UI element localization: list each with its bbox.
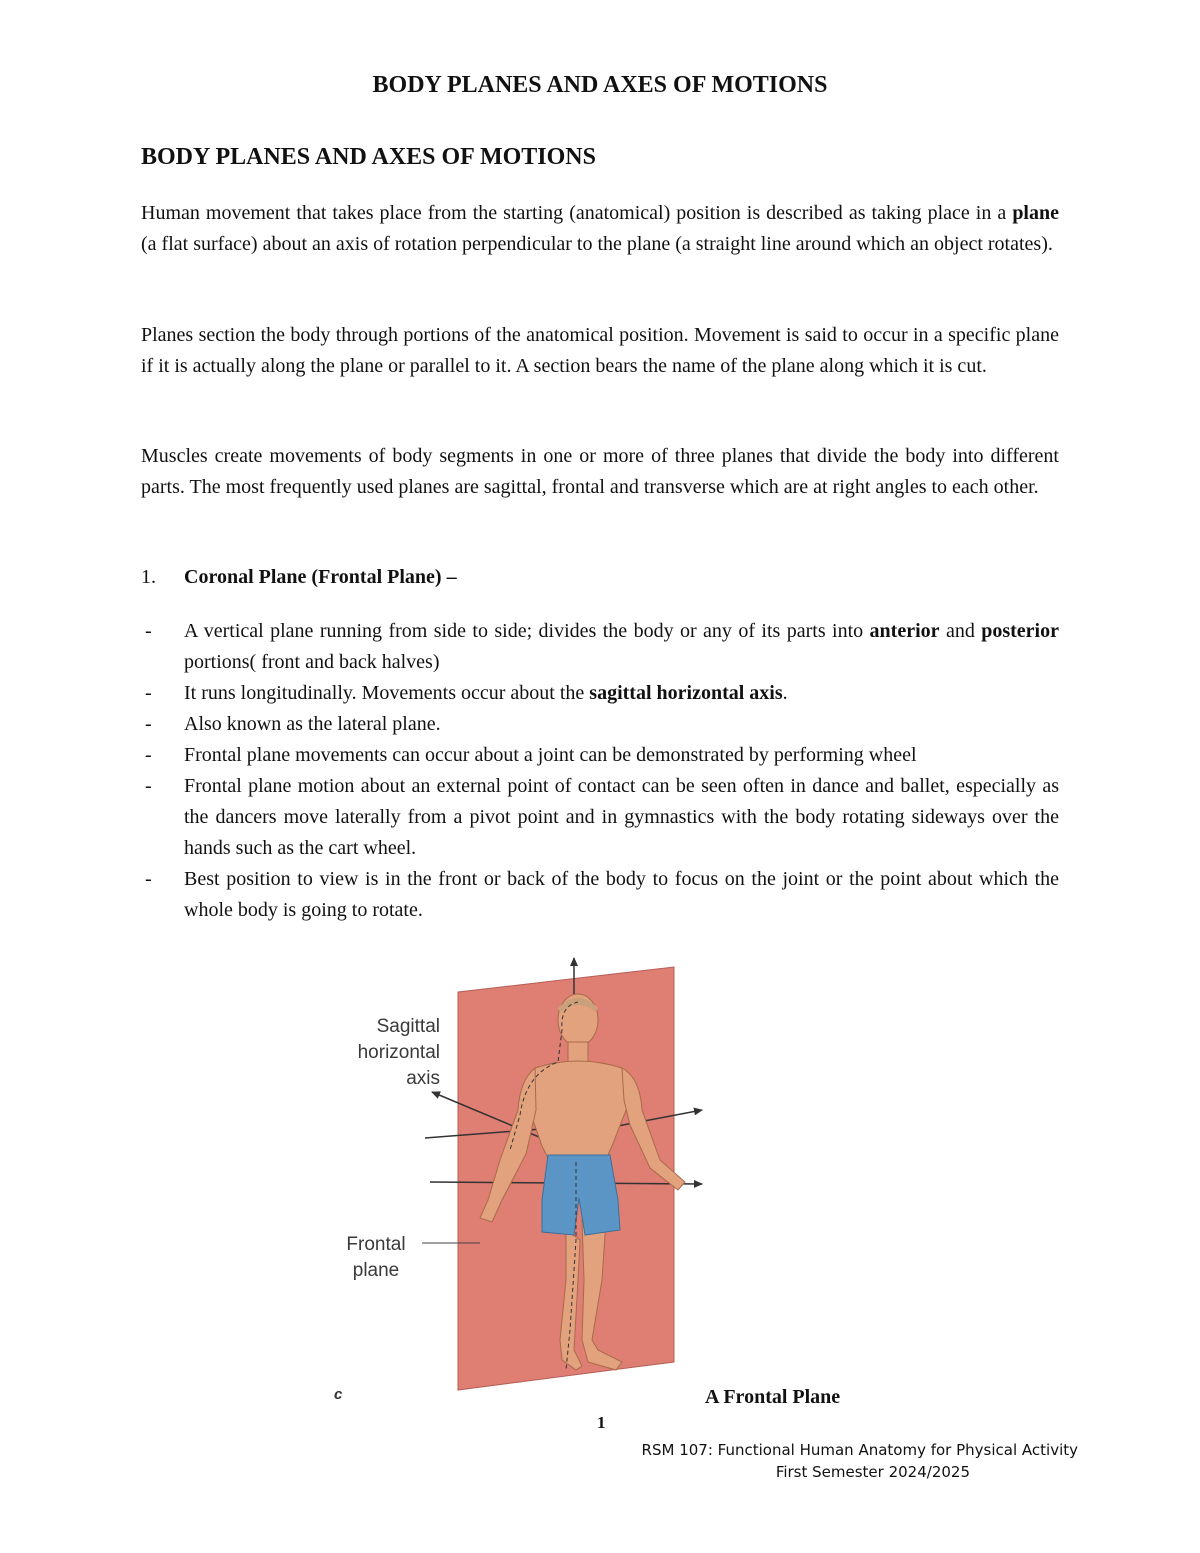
section-heading: BODY PLANES AND AXES OF MOTIONS: [141, 144, 596, 170]
bullet-dash: -: [145, 620, 152, 642]
axis-label-line: horizontal: [357, 1042, 440, 1063]
bullet-text: Frontal plane motion about an external point of contact can be seen often in dance and ballet, especially as the dancers move laterally from a pivot point and in gymnastics with the body rotating sideways over the hands such as the cart wheel.: [184, 775, 1059, 859]
plane-term: plane: [1012, 202, 1059, 224]
frontal-plane-figure: [330, 950, 750, 1410]
bullet-dash: -: [145, 744, 152, 766]
plane-label: [330, 1232, 422, 1284]
footer-semester: First Semester 2024/2025: [775, 1463, 970, 1481]
axis-label-line: axis: [406, 1068, 440, 1089]
bullet-item: [141, 678, 1059, 709]
axis-term: sagittal horizontal axis: [589, 682, 783, 704]
bullet-item: [141, 864, 1059, 926]
bullet-text: A vertical plane running from side to side; divides the body or any of its parts into: [184, 620, 870, 642]
bullet-list: [141, 616, 1059, 926]
bullet-dash: -: [145, 868, 152, 890]
bullet-text: .: [782, 682, 788, 704]
bullet-item: [141, 771, 1059, 864]
page-title: BODY PLANES AND AXES OF MOTIONS: [372, 72, 828, 98]
page-number: 1: [597, 1413, 606, 1432]
bullet-item: [141, 709, 1059, 740]
axis-label: [330, 1014, 440, 1092]
bullet-text: Also known as the lateral plane.: [184, 713, 441, 735]
plane-label-line: Frontal: [346, 1234, 406, 1255]
bullet-text: Best position to view is in the front or back of the body to focus on the joint or the point about which the whole body is going to rotate.: [184, 868, 1059, 921]
bullet-text: portions( front and back halves): [184, 651, 440, 673]
bullet-dash: -: [145, 775, 152, 797]
intro-text-end: (a flat surface) about an axis of rotation perpendicular to the plane (a straight line around which an object rotates).: [141, 233, 1053, 255]
intro-paragraph: [141, 198, 1059, 260]
planes-paragraph: Planes section the body through portions of the anatomical position. Movement is said to occur in a specific plane if it is actually along the plane or parallel to it. A section bears the name of the plane along which it is cut.: [141, 324, 1059, 377]
bullet-item: [141, 740, 1059, 771]
anterior-term: anterior: [869, 620, 940, 642]
bullet-text: Frontal plane movements can occur about a joint can be demonstrated by performing wheel: [184, 744, 917, 766]
intro-text-start: Human movement that takes place from the starting (anatomical) position is described as taking place in a: [141, 202, 1013, 224]
bullet-text: It runs longitudinally. Movements occur about the: [184, 682, 590, 704]
page-footer: [600, 1439, 1078, 1483]
item-number: 1.: [141, 566, 156, 588]
item-heading: Coronal Plane (Frontal Plane) –: [184, 566, 457, 588]
posterior-term: posterior: [981, 620, 1059, 642]
axis-label-line: Sagittal: [376, 1016, 440, 1037]
plane-label-line: plane: [352, 1260, 400, 1281]
figure-letter: c: [334, 1386, 343, 1403]
bullet-text: and: [939, 620, 982, 642]
bullet-dash: -: [145, 682, 152, 704]
numbered-item-coronal: [141, 562, 457, 593]
figure-caption: A Frontal Plane: [705, 1386, 841, 1408]
bullet-dash: -: [145, 713, 152, 735]
muscles-paragraph: Muscles create movements of body segments in one or more of three planes that divide the body into different parts. The most frequently used planes are sagittal, frontal and transverse which are at right angles to each other.: [141, 445, 1059, 498]
bullet-item: [141, 616, 1059, 678]
footer-course: RSM 107: Functional Human Anatomy for Physical Activity: [641, 1441, 1078, 1459]
